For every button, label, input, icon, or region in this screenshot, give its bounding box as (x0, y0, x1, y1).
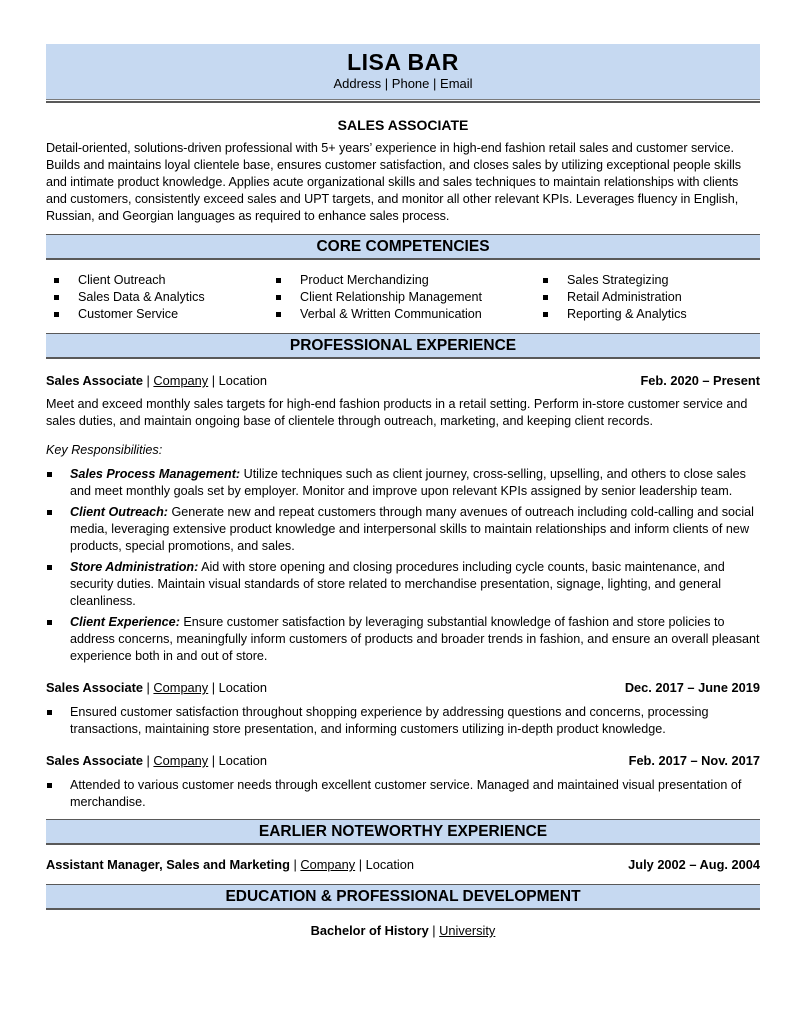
competency-item: Retail Administration (535, 289, 687, 306)
company-link[interactable]: Company (153, 373, 209, 388)
competency-item: Reporting & Analytics (535, 306, 687, 323)
job-role: Sales Associate (46, 753, 143, 768)
bullet-lead: Client Outreach: (70, 505, 168, 519)
company-link[interactable]: Company (153, 680, 209, 695)
degree: Bachelor of History (310, 923, 429, 938)
bullet-lead: Client Experience: (70, 615, 180, 629)
job-info: Sales Associate | Company | Location (46, 680, 268, 695)
header-bar (46, 44, 760, 100)
job-location: Location (218, 753, 268, 768)
key-responsibilities-label: Key Responsibilities: (46, 443, 163, 457)
job-role: Sales Associate (46, 680, 143, 695)
resume-content (46, 44, 760, 939)
contact-email: Email (440, 76, 473, 91)
responsibilities-list (46, 704, 760, 738)
job-dates: Feb. 2017 – Nov. 2017 (628, 753, 760, 768)
competency-item: Product Merchandizing (268, 272, 535, 289)
contact-separator: | (384, 76, 389, 91)
job-description: Meet and exceed monthly sales targets for high-end fashion products in a retail setting. Perform in-store customer service and sales duties, and maintain ongoing base of clientele through outreach, marketing, and keeping client records. (46, 397, 748, 428)
summary-paragraph: Detail-oriented, solutions-driven professional with 5+ years’ experience in high-end fashion retail sales and customer service. Builds and maintains loyal clientele base, ensures customer satisfaction, and closes sales by utilizing exceptional people skills and intimate product knowledge. Applies acute organizational skills and sales techniques to maintain relationships with clients and customers, consistently exceed sales and UPT targets, and monitor all other relevant KPIs. Leverages fluency in English, Russian, and Georgian languages as required to enhance sales process. (46, 141, 741, 223)
job-header (46, 752, 760, 769)
competencies-grid (46, 272, 760, 323)
job-dates: July 2002 – Aug. 2004 (628, 857, 760, 872)
contact-separator: | (433, 76, 437, 91)
job-role: Sales Associate (46, 373, 143, 388)
responsibility-item (46, 504, 760, 555)
job-info: Sales Associate | Company | Location (46, 373, 268, 388)
job-header (46, 372, 760, 389)
bullet-text: Ensure customer satisfaction by leveraging substantial knowledge of fashion and store policies to address concerns, meaningfully inform customers of products and broader trends in fashion, and ensure an overall pleasant experience both in and out of store. (70, 615, 760, 663)
competency-item: Client Relationship Management (268, 289, 535, 306)
job-info: Assistant Manager, Sales and Marketing | Company | Location (46, 857, 414, 872)
company-link[interactable]: Company (153, 753, 209, 768)
job-location: Location (218, 680, 268, 695)
job-location: Location (218, 373, 268, 388)
competencies-column-3 (535, 272, 687, 323)
responsibility-item (46, 466, 760, 500)
job-dates: Dec. 2017 – June 2019 (624, 680, 760, 695)
contact-phone: Phone (391, 76, 430, 91)
bullet-lead: Sales Process Management: (70, 467, 241, 481)
responsibilities-list (46, 466, 760, 665)
competencies-column-1 (46, 272, 268, 323)
bullet-text: Aid with store opening and closing procedures including cycle counts, basic maintenance, and security duties. Maintain visual standards of store related to merchandise presentation, signage, lighting, and general cleanliness. (70, 560, 725, 608)
job-location: Location (365, 857, 414, 872)
education-entry: Bachelor of History | University (310, 923, 496, 938)
job-title: SALES ASSOCIATE (337, 117, 469, 133)
competency-item: Customer Service (46, 306, 268, 323)
responsibility-item (46, 559, 760, 610)
contact-line (46, 76, 760, 92)
section-heading-experience: PROFESSIONAL EXPERIENCE (46, 333, 760, 359)
responsibility-item: Ensured customer satisfaction throughout shopping experience by addressing questions and concerns, processing transactions, maintaining store presentation, and informing customers utilizing in-depth product knowledge. (46, 704, 760, 738)
responsibility-item: Attended to various customer needs through excellent customer service. Managed and maintained visual presentation of merchandise. (46, 777, 760, 811)
job-info: Sales Associate | Company | Location (46, 753, 268, 768)
job-header (46, 679, 760, 696)
candidate-name: LISA BAR (347, 49, 459, 75)
responsibilities-list (46, 777, 760, 811)
company-link[interactable]: Company (300, 857, 356, 872)
section-heading-competencies: CORE COMPETENCIES (46, 234, 760, 260)
section-heading-education: EDUCATION & PROFESSIONAL DEVELOPMENT (46, 884, 760, 910)
bullet-text: Utilize techniques such as client journey, cross-selling, upselling, and others to close sales and meet monthly goals set by employer. Monitor and improve upon relevant KPIs assigned by senior leadership team. (70, 467, 746, 498)
job-header (46, 856, 760, 873)
competencies-column-2 (268, 272, 535, 323)
header-divider (46, 101, 760, 103)
responsibility-item (46, 614, 760, 665)
section-heading-earlier: EARLIER NOTEWORTHY EXPERIENCE (46, 819, 760, 845)
job-role: Assistant Manager, Sales and Marketing (46, 857, 290, 872)
bullet-text: Generate new and repeat customers through many avenues of outreach including cold-calling and social media, leveraging extensive product knowledge and interpersonal skills to maintain relationships and inform clients of new products, special promotions, and sales. (70, 505, 754, 553)
competency-item: Client Outreach (46, 272, 268, 289)
job-dates: Feb. 2020 – Present (640, 373, 760, 388)
competency-item: Verbal & Written Communication (268, 306, 535, 323)
competency-item: Sales Strategizing (535, 272, 687, 289)
university-link[interactable]: University (439, 923, 496, 938)
competency-item: Sales Data & Analytics (46, 289, 268, 306)
bullet-lead: Store Administration: (70, 560, 199, 574)
contact-address: Address (333, 76, 382, 91)
